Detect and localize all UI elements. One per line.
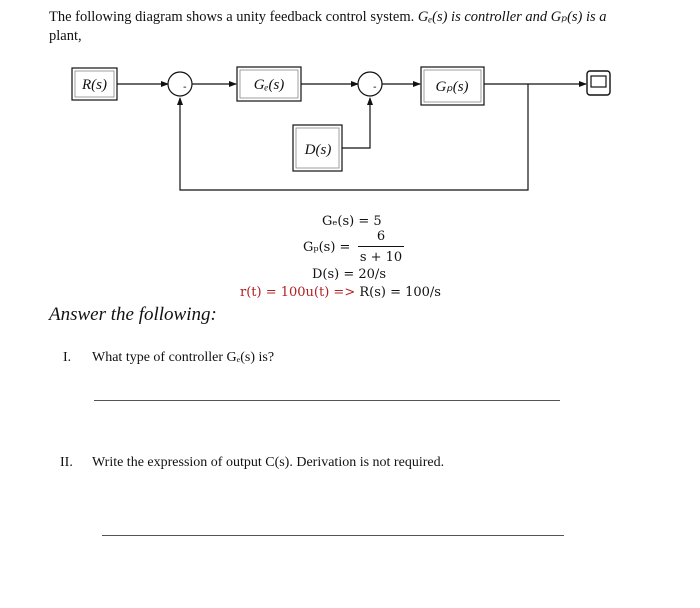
equation-gp-lhs-text: Gₚ(s) = [303, 240, 351, 255]
minus-sign-icon: - [373, 82, 377, 93]
question-text: What type of controller Gₑ(s) is? [92, 350, 275, 365]
disturbance-block-label: D(s) [304, 142, 332, 158]
summing-junction-1 [168, 72, 192, 96]
question-number: II. [60, 455, 73, 470]
equation-gp-denominator [356, 250, 406, 265]
equation-ds-text: D(s) = 20/s [312, 267, 386, 282]
intro-text: The following diagram shows a unity feedback control system. [49, 9, 418, 25]
equation-rt-black-text: R(s) = 100/s [355, 285, 441, 300]
controller-block [237, 67, 301, 101]
equation-gc [322, 214, 382, 229]
disturbance-block [293, 125, 342, 171]
plant-block-label: Gₚ(s) [435, 79, 469, 95]
intro-text-line2: plant, [49, 28, 82, 44]
intro-italic-text: Gₑ(s) is controller and Gₚ(s) is a [417, 9, 607, 25]
answer-line-2[interactable] [102, 535, 564, 536]
answer-line-1[interactable] [94, 400, 560, 401]
equation-gp-den-text: s + 10 [359, 250, 403, 265]
equation-gp-num-text: 6 [376, 229, 386, 244]
equation-rt [240, 285, 441, 300]
plant-block [421, 67, 484, 105]
question-number: I. [63, 350, 72, 365]
fraction-bar [358, 246, 404, 247]
equation-gp-numerator [356, 229, 406, 244]
controller-block-label: Gₑ(s) [253, 77, 285, 93]
input-block [72, 68, 117, 100]
question-text: Write the expression of output C(s). Derivation is not required. [92, 455, 445, 470]
answer-heading: Answer the following: [49, 304, 217, 325]
input-block-label: R(s) [82, 77, 107, 93]
summing-junction-2 [358, 72, 382, 96]
output-scope-icon [587, 71, 610, 95]
equation-gc-text: Gₑ(s) = 5 [322, 214, 382, 229]
minus-sign-icon: - [183, 82, 187, 93]
equation-ds [312, 267, 386, 282]
equation-rt-red-text: r(t) = 100u(t) => [240, 285, 356, 300]
equation-gp-lhs [303, 240, 350, 255]
disturbance-line [342, 98, 370, 148]
